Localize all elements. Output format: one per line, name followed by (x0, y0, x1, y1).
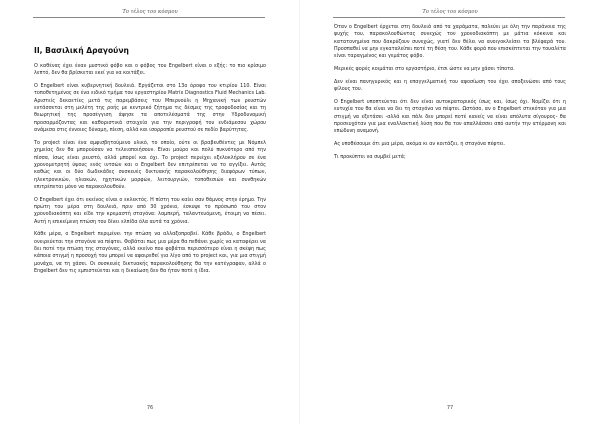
paragraph: Ο καθένας έχει έναν μυστικό φόβο και ο φόβος του Engelbert είναι ο εξής: το πιο κρίσιμο λεπτό, δεν θα βρίσκεται εκεί για να κοιτάξει. (34, 63, 266, 77)
running-head: Το τέλος του κόσμου (122, 9, 178, 15)
running-head: Το τέλος του κόσμου (422, 9, 478, 15)
header-rule (333, 17, 565, 18)
page-number: 76 (146, 405, 154, 411)
paragraph: Μερικές φορές κοιμάται στο εργαστήριο, έτσι ώστε να μην χάσει τίποτα. (334, 66, 515, 73)
paragraph: Δεν είναι πανηγυρικός και η επαγγελματική του αφοσίωση του έχει αποξενώσει από τους φίλους του. (334, 78, 566, 93)
section-title: ΙΙ, Βασιλική Δραγούνη (34, 46, 129, 55)
paragraph: Ο Engelbert υποπτεύεται ότι δεν είναι αυτοκρατορικός ίσως και, ίσως όχι. Νομίζει ότι η ευτυχία του θα είναι να δει τη σταγόνα να πέφτει. Ωστόσο, αν ο Engelbert στεκόταν για μια στιγμή να εξετάσει -αλλά και πάλι δεν μπορεί ποτέ κανείς να είναι απόλυτα σίγουρος- θα προσευχόταν για μια εναλλακτική λύση που θα τον απαλλάσσει από αυτήν την ατέρμονη και επώδυνη αναμονή. (334, 98, 566, 135)
page-body (34, 24, 266, 281)
paragraph: Όταν ο Engelbert έρχεται στη δουλειά από τα χαράματα, παλεύει με όλη την παράνοια της ψυχής του, παρακολουθώντας συνεχώς τον χρονοδιακόπτη με μάτια κόκκινα και κατατονημένα που δακρύζουν συνεχώς, γιατί δεν θέλει να ανοιγοκλείσει τα βλέφαρά του. Προσπαθεί να μην εγκαταλείπει ποτέ τη θέση του. Κάθε φορά που επισκέπτεται την τουαλέτα είναι ταραγμένος και γεμάτος φόβο. (334, 24, 566, 60)
paragraph: Τι προκύπτει να συμβεί μετά; (334, 153, 406, 160)
header-rule (33, 17, 265, 18)
paragraph: Ο Engelbert είναι κυβερνητική δουλειά. Εργάζεται στο 13ο όροφο του κτιρίου 110. Είναι τοποθετημένος σε ένα ειδικό τμήμα του εργαστηρίου Matrix Diagnostics Fluid Mechanics Lab. Αριστείς δεκαετίες μετά τις παρεμβάσεις του Μπερνούλι η Μηχανική των ρευστών εντάσσεται στη μελέτη της ροής με κεντρικό ζήτημα τις δέσμες της τροφοδοσίας και τη θεωρητική της προσέγγιση άφησε τα αποτελέσματά της στην Υδροδυναμική προσαρμόζοντας και καθοριστικά στοιχεία για την περιγραφή του ενδιάμεσου χώρου ανάμεσα στις έννοιες δύναμη, πίεση, αλλά και ισορροπία ρευστού σε πεδίο βαρύτητας. (34, 83, 266, 134)
paragraph: Κάθε μέρα, ο Engelbert περιμένει την πτώση να αλλαξοπροβεί. Κάθε βράδυ, ο Engelbert ονειρεύεται την σταγόνα να πέφτει. Φοβάται πως μια μέρα θα πεθάνει χωρίς να καταφέρει να δει ποτέ την πτώση της σταγόνας, αλλά εκείνο που φοβάται περισσότερο είναι η σκέψη πως κάποια στιγμή η προσοχή του μπορεί να αφαιρεθεί για λίγο από το project και, για μια στιγμή μονάχα, να τη χάσει. Οι συσκευές δικτυακής παρακολούθησης θα την κατέγραφαν, αλλά ο Engelbert δεν τις εμπιστεύεται και η δικαίωση δεν θα ήταν ποτέ η ίδια. (34, 231, 266, 275)
paragraph: Ας υποθέσουμε ότι μια μέρα, ακόμα κι αν κοιτάζει, η σταγόνα πέφτει. (334, 141, 506, 148)
paragraph: Ο Engelbert έχει ότι εκείνος είναι ο εκλεκτός. Η πίστη του καίει σαν θάμνος στην έρημο. Την πρώτη του μέρα στη δουλειά, πριν από 30 χρόνια, έσκυψε το πρόσωπό του στον χρονοδιακόπτη και είδε την κρεμαστή σταγόνα: λαμπερή, ταλαντευόμενη, έτοιμη να πέσει. Αυτή η επικείμενη πτώση του δίνει ελπίδα όλα αυτά τα χρόνια. (34, 196, 266, 225)
page-number: 77 (446, 405, 454, 411)
paragraph: Το project είναι ένα αμφισβητούμενο υλικό, το οποίο, ούτε οι βραβευθέντες με Νόμπελ χημείας δεν θα μπορούσαν να τελειοποιήσουν. Είναι μαύρο και πολύ πυκνότερο από την πίσσα, ίσως είναι ρευστό, αλλά μπορεί και όχι. Το project περιέχει εξελοκλήρου σε ένα χρονομετρητή ύψους ενός ιντσών και ο Engelbert δεν επιτρέπεται να το αγγίξει. Αυτός καθώς και οι δύο δωδεκάδες συσκευές δικτυακής παρακολούθησης διαφόρων τύπων, ηλεκτρονικών, ηλιακών, ηχητικών μορφών, λειτουργιών, τοποθεσιών και συνθηκών επιτρέπεται μόνο να παρακολουθούν. (34, 139, 266, 190)
right-page (300, 0, 600, 424)
page-body (334, 24, 566, 167)
